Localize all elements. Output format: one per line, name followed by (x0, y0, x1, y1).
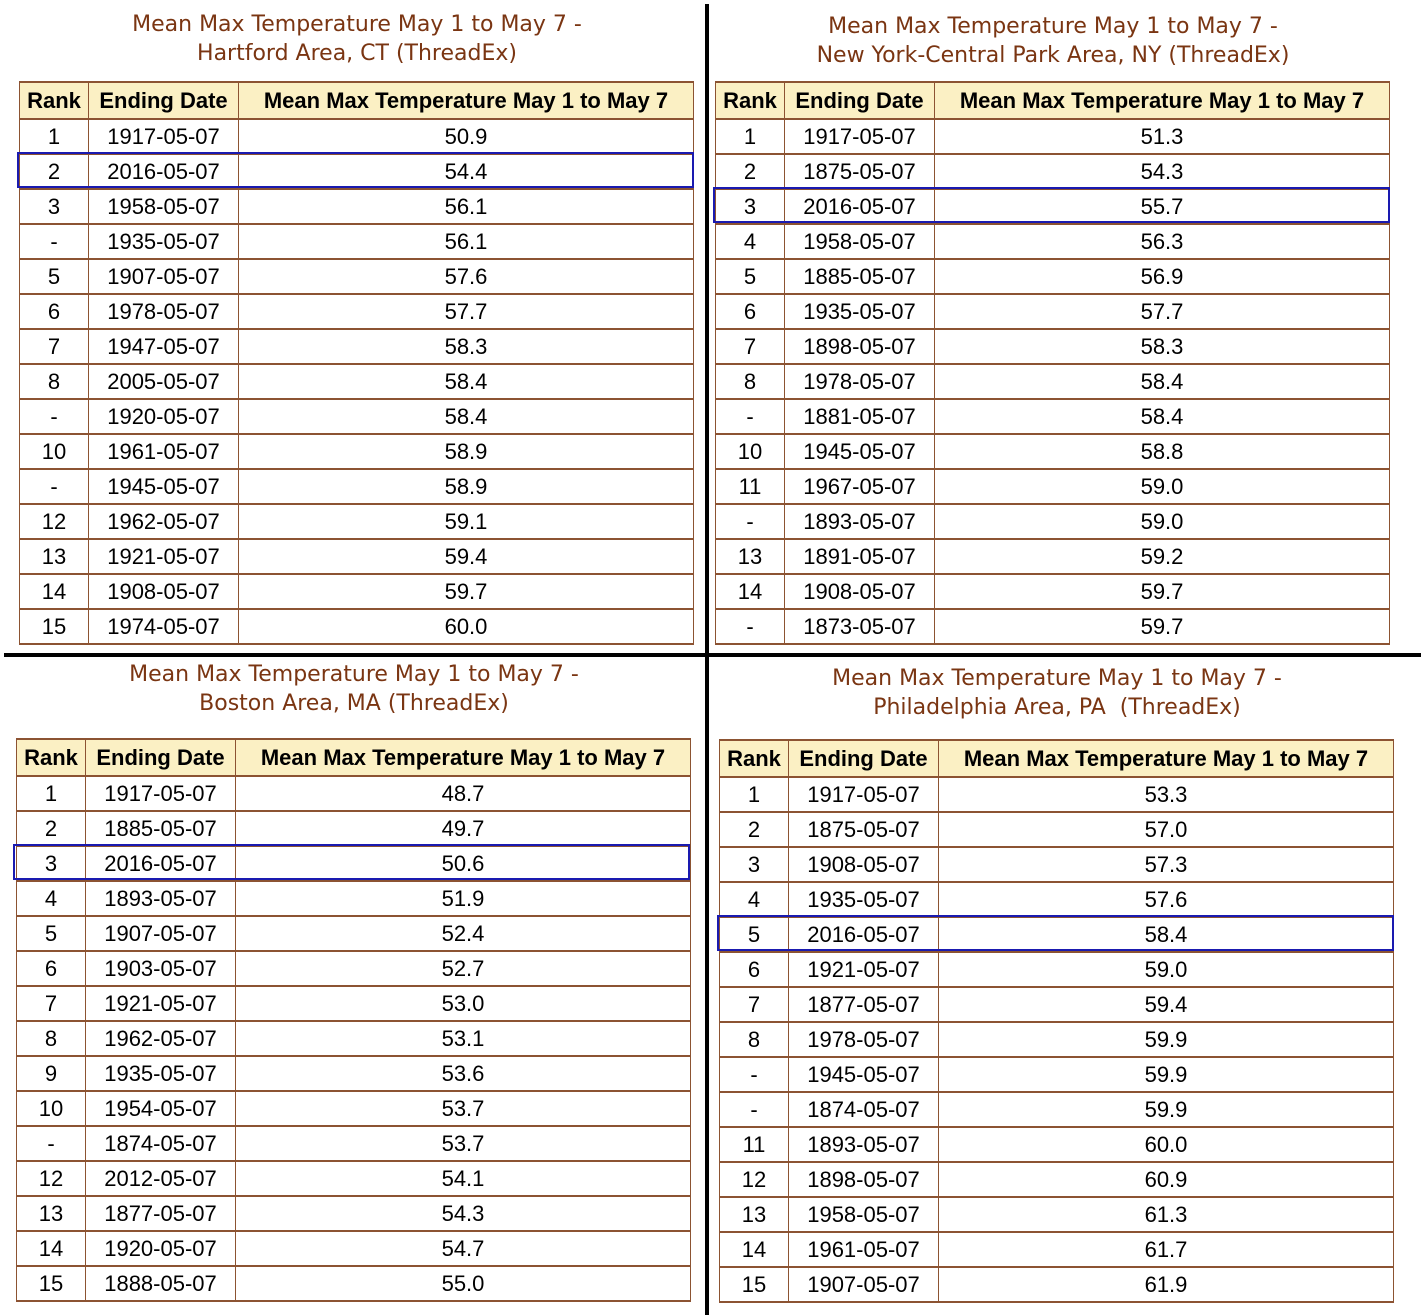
temperature-cell: 59.7 (935, 574, 1390, 609)
rank-cell: 13 (720, 1197, 789, 1232)
temperature-cell: 59.0 (935, 504, 1390, 539)
table-row (716, 329, 1390, 364)
table-row (716, 399, 1390, 434)
rank-cell: 7 (716, 329, 785, 364)
boston-title-line1: Mean Max Temperature May 1 to May 7 - (129, 662, 579, 687)
temperature-cell: 54.7 (236, 1231, 691, 1266)
temperature-cell: 58.9 (239, 469, 694, 504)
date-cell: 1974-05-07 (89, 609, 239, 644)
rank-cell: - (17, 1126, 86, 1161)
table-row (716, 539, 1390, 574)
temperature-cell: 53.3 (939, 777, 1394, 812)
table-row (720, 1127, 1394, 1162)
rank-cell: 6 (716, 294, 785, 329)
temperature-cell: 58.4 (935, 399, 1390, 434)
temperature-cell: 58.4 (239, 399, 694, 434)
date-cell: 1947-05-07 (89, 329, 239, 364)
table-row (20, 294, 694, 329)
temperature-cell: 58.4 (239, 364, 694, 399)
hartford-title-line2: Hartford Area, CT (ThreadEx) (197, 41, 517, 66)
date-cell: 2012-05-07 (86, 1161, 236, 1196)
date-cell: 1907-05-07 (86, 916, 236, 951)
table-row (17, 1196, 691, 1231)
boston-table-title (16, 660, 692, 718)
rank-cell: 4 (716, 224, 785, 259)
table-row (20, 154, 694, 189)
date-cell: 1891-05-07 (785, 539, 935, 574)
philadelphia-title-line1: Mean Max Temperature May 1 to May 7 - (832, 666, 1282, 691)
rank-cell: 1 (720, 777, 789, 812)
temperature-cell: 60.0 (939, 1127, 1394, 1162)
rank-cell: 2 (720, 812, 789, 847)
date-cell: 1908-05-07 (789, 847, 939, 882)
philadelphia-title-line2: Philadelphia Area, PA (ThreadEx) (873, 695, 1241, 720)
hartford-table-title (19, 10, 695, 68)
temperature-cell: 58.9 (239, 434, 694, 469)
temperature-cell: 59.4 (239, 539, 694, 574)
horizontal-divider (4, 653, 1421, 657)
rank-cell: 14 (716, 574, 785, 609)
date-cell: 1958-05-07 (789, 1197, 939, 1232)
rank-cell: - (20, 224, 89, 259)
date-cell: 1875-05-07 (785, 154, 935, 189)
temperature-cell: 55.7 (935, 189, 1390, 224)
temperature-cell: 58.3 (239, 329, 694, 364)
rank-cell: 5 (716, 259, 785, 294)
date-cell: 1893-05-07 (789, 1127, 939, 1162)
boston-title-line2: Boston Area, MA (ThreadEx) (199, 691, 509, 716)
temperature-cell: 59.0 (935, 469, 1390, 504)
temperature-cell: 53.1 (236, 1021, 691, 1056)
temperature-cell: 59.7 (239, 574, 694, 609)
temperature-cell: 58.4 (935, 364, 1390, 399)
rank-cell: 1 (716, 119, 785, 154)
rank-cell: 15 (17, 1266, 86, 1301)
temperature-cell: 60.9 (939, 1162, 1394, 1197)
table-row (716, 364, 1390, 399)
rank-cell: 6 (17, 951, 86, 986)
rank-cell: - (720, 1057, 789, 1092)
rank-cell: 11 (716, 469, 785, 504)
column-header-ending-date: Ending Date (789, 740, 939, 777)
date-cell: 1898-05-07 (785, 329, 935, 364)
rank-cell: 5 (17, 916, 86, 951)
table-row (20, 189, 694, 224)
date-cell: 1945-05-07 (785, 434, 935, 469)
table-row (17, 846, 691, 881)
table-row (20, 364, 694, 399)
temperature-cell: 48.7 (236, 776, 691, 811)
hartford-title-line1: Mean Max Temperature May 1 to May 7 - (132, 12, 582, 37)
date-cell: 1978-05-07 (89, 294, 239, 329)
rank-cell: 8 (20, 364, 89, 399)
temperature-cell: 61.9 (939, 1267, 1394, 1302)
temperature-cell: 58.8 (935, 434, 1390, 469)
rank-cell: 14 (17, 1231, 86, 1266)
table-row (17, 986, 691, 1021)
rank-cell: 1 (17, 776, 86, 811)
rank-cell: 10 (716, 434, 785, 469)
date-cell: 1958-05-07 (89, 189, 239, 224)
rank-cell: 14 (20, 574, 89, 609)
temperature-cell: 59.7 (935, 609, 1390, 644)
rank-cell: 9 (17, 1056, 86, 1091)
temperature-cell: 53.6 (236, 1056, 691, 1091)
temperature-cell: 56.1 (239, 224, 694, 259)
rank-cell: 12 (720, 1162, 789, 1197)
table-header-row (17, 739, 691, 776)
table-row (720, 1232, 1394, 1267)
rank-cell: 1 (20, 119, 89, 154)
temperature-cell: 54.3 (236, 1196, 691, 1231)
date-cell: 2016-05-07 (785, 189, 935, 224)
table-row (17, 1056, 691, 1091)
table-row (17, 1231, 691, 1266)
rank-cell: 10 (20, 434, 89, 469)
table-row (17, 811, 691, 846)
temperature-cell: 61.3 (939, 1197, 1394, 1232)
temperature-cell: 57.6 (239, 259, 694, 294)
rank-cell: 12 (17, 1161, 86, 1196)
column-header-rank: Rank (20, 82, 89, 119)
vertical-divider (705, 4, 709, 1315)
rank-cell: 13 (17, 1196, 86, 1231)
date-cell: 1917-05-07 (89, 119, 239, 154)
column-header-rank: Rank (17, 739, 86, 776)
temperature-cell: 59.1 (239, 504, 694, 539)
column-header-ending-date: Ending Date (89, 82, 239, 119)
date-cell: 1920-05-07 (89, 399, 239, 434)
temperature-cell: 60.0 (239, 609, 694, 644)
temperature-cell: 57.0 (939, 812, 1394, 847)
rank-cell: - (716, 504, 785, 539)
rank-cell: - (716, 609, 785, 644)
table-row (20, 329, 694, 364)
date-cell: 1921-05-07 (86, 986, 236, 1021)
table-row (720, 812, 1394, 847)
rank-cell: - (20, 469, 89, 504)
table-row (20, 259, 694, 294)
table-row (20, 399, 694, 434)
date-cell: 1917-05-07 (789, 777, 939, 812)
column-header-ending-date: Ending Date (86, 739, 236, 776)
table-row (17, 1126, 691, 1161)
temperature-cell: 55.0 (236, 1266, 691, 1301)
table-row (720, 917, 1394, 952)
rank-cell: 8 (720, 1022, 789, 1057)
table-row (720, 952, 1394, 987)
table-row (17, 1021, 691, 1056)
table-row (716, 504, 1390, 539)
date-cell: 1885-05-07 (785, 259, 935, 294)
table-row (20, 574, 694, 609)
date-cell: 1903-05-07 (86, 951, 236, 986)
table-row (716, 294, 1390, 329)
date-cell: 2016-05-07 (89, 154, 239, 189)
table-row (720, 1022, 1394, 1057)
temperature-cell: 59.9 (939, 1057, 1394, 1092)
rank-cell: 5 (20, 259, 89, 294)
temperature-cell: 57.3 (939, 847, 1394, 882)
date-cell: 1920-05-07 (86, 1231, 236, 1266)
table-row (20, 504, 694, 539)
date-cell: 1881-05-07 (785, 399, 935, 434)
rank-cell: 2 (716, 154, 785, 189)
date-cell: 1967-05-07 (785, 469, 935, 504)
temperature-cell: 56.3 (935, 224, 1390, 259)
table-row (20, 119, 694, 154)
rank-cell: 6 (20, 294, 89, 329)
table-row (17, 1091, 691, 1126)
date-cell: 1961-05-07 (89, 434, 239, 469)
rank-cell: 7 (720, 987, 789, 1022)
rank-cell: 3 (17, 846, 86, 881)
table-row (17, 776, 691, 811)
boston-ranking-table (16, 738, 691, 1302)
rank-cell: 12 (20, 504, 89, 539)
temperature-cell: 56.1 (239, 189, 694, 224)
new-york-table-title (715, 12, 1391, 70)
table-row (17, 881, 691, 916)
date-cell: 1958-05-07 (785, 224, 935, 259)
temperature-cell: 50.6 (236, 846, 691, 881)
date-cell: 1945-05-07 (789, 1057, 939, 1092)
temperature-cell: 59.9 (939, 1092, 1394, 1127)
table-row (17, 916, 691, 951)
rank-cell: - (716, 399, 785, 434)
date-cell: 1874-05-07 (789, 1092, 939, 1127)
column-header-mean-max-temp: Mean Max Temperature May 1 to May 7 (239, 82, 694, 119)
temperature-cell: 53.0 (236, 986, 691, 1021)
table-row (720, 882, 1394, 917)
date-cell: 2005-05-07 (89, 364, 239, 399)
date-cell: 1908-05-07 (89, 574, 239, 609)
date-cell: 1935-05-07 (89, 224, 239, 259)
table-row (720, 847, 1394, 882)
table-header-row (20, 82, 694, 119)
temperature-cell: 61.7 (939, 1232, 1394, 1267)
temperature-cell: 51.3 (935, 119, 1390, 154)
date-cell: 1962-05-07 (89, 504, 239, 539)
date-cell: 1921-05-07 (89, 539, 239, 574)
date-cell: 2016-05-07 (789, 917, 939, 952)
column-header-mean-max-temp: Mean Max Temperature May 1 to May 7 (939, 740, 1394, 777)
rank-cell: 7 (20, 329, 89, 364)
temperature-cell: 53.7 (236, 1091, 691, 1126)
rank-cell: 14 (720, 1232, 789, 1267)
rank-cell: 3 (720, 847, 789, 882)
date-cell: 1978-05-07 (785, 364, 935, 399)
date-cell: 1907-05-07 (789, 1267, 939, 1302)
table-row (716, 224, 1390, 259)
column-header-mean-max-temp: Mean Max Temperature May 1 to May 7 (236, 739, 691, 776)
table-row (17, 1266, 691, 1301)
date-cell: 1888-05-07 (86, 1266, 236, 1301)
rank-cell: 7 (17, 986, 86, 1021)
table-row (20, 469, 694, 504)
date-cell: 1893-05-07 (86, 881, 236, 916)
temperature-cell: 49.7 (236, 811, 691, 846)
temperature-cell: 59.2 (935, 539, 1390, 574)
temperature-cell: 54.3 (935, 154, 1390, 189)
table-row (716, 574, 1390, 609)
table-row (716, 434, 1390, 469)
column-header-rank: Rank (716, 82, 785, 119)
column-header-rank: Rank (720, 740, 789, 777)
date-cell: 1917-05-07 (86, 776, 236, 811)
temperature-cell: 58.4 (939, 917, 1394, 952)
rank-cell: 8 (716, 364, 785, 399)
temperature-cell: 51.9 (236, 881, 691, 916)
temperature-cell: 52.4 (236, 916, 691, 951)
column-header-ending-date: Ending Date (785, 82, 935, 119)
new-york-title-line2: New York-Central Park Area, NY (ThreadEx) (816, 43, 1290, 68)
rank-cell: 6 (720, 952, 789, 987)
date-cell: 1954-05-07 (86, 1091, 236, 1126)
date-cell: 1885-05-07 (86, 811, 236, 846)
date-cell: 1877-05-07 (86, 1196, 236, 1231)
temperature-cell: 53.7 (236, 1126, 691, 1161)
date-cell: 1908-05-07 (785, 574, 935, 609)
date-cell: 1962-05-07 (86, 1021, 236, 1056)
rank-cell: - (20, 399, 89, 434)
rank-cell: 3 (716, 189, 785, 224)
rank-cell: 4 (720, 882, 789, 917)
temperature-cell: 54.4 (239, 154, 694, 189)
date-cell: 1935-05-07 (86, 1056, 236, 1091)
philadelphia-table-title (719, 664, 1395, 722)
rank-cell: 13 (716, 539, 785, 574)
date-cell: 1935-05-07 (789, 882, 939, 917)
table-row (716, 119, 1390, 154)
rank-cell: 3 (20, 189, 89, 224)
column-header-mean-max-temp: Mean Max Temperature May 1 to May 7 (935, 82, 1390, 119)
date-cell: 1893-05-07 (785, 504, 935, 539)
rank-cell: 5 (720, 917, 789, 952)
philadelphia-ranking-table (719, 739, 1394, 1303)
table-row (716, 189, 1390, 224)
temperature-cell: 57.7 (935, 294, 1390, 329)
table-row (20, 224, 694, 259)
date-cell: 2016-05-07 (86, 846, 236, 881)
table-header-row (720, 740, 1394, 777)
hartford-ranking-table (19, 81, 694, 645)
date-cell: 1945-05-07 (89, 469, 239, 504)
table-row (720, 1057, 1394, 1092)
table-header-row (716, 82, 1390, 119)
temperature-cell: 57.6 (939, 882, 1394, 917)
temperature-cell: 57.7 (239, 294, 694, 329)
rank-cell: 2 (20, 154, 89, 189)
date-cell: 1873-05-07 (785, 609, 935, 644)
table-row (720, 1267, 1394, 1302)
temperature-cell: 59.9 (939, 1022, 1394, 1057)
rank-cell: 2 (17, 811, 86, 846)
rank-cell: 15 (720, 1267, 789, 1302)
table-row (17, 951, 691, 986)
table-row (17, 1161, 691, 1196)
date-cell: 1935-05-07 (785, 294, 935, 329)
rank-cell: - (720, 1092, 789, 1127)
rank-cell: 4 (17, 881, 86, 916)
date-cell: 1961-05-07 (789, 1232, 939, 1267)
date-cell: 1875-05-07 (789, 812, 939, 847)
date-cell: 1917-05-07 (785, 119, 935, 154)
table-row (20, 609, 694, 644)
table-row (720, 1092, 1394, 1127)
rank-cell: 15 (20, 609, 89, 644)
date-cell: 1921-05-07 (789, 952, 939, 987)
rank-cell: 10 (17, 1091, 86, 1126)
table-row (720, 987, 1394, 1022)
table-row (716, 259, 1390, 294)
rank-cell: 11 (720, 1127, 789, 1162)
table-row (720, 1162, 1394, 1197)
table-row (716, 469, 1390, 504)
date-cell: 1877-05-07 (789, 987, 939, 1022)
rank-cell: 8 (17, 1021, 86, 1056)
table-row (20, 434, 694, 469)
temperature-cell: 54.1 (236, 1161, 691, 1196)
date-cell: 1978-05-07 (789, 1022, 939, 1057)
temperature-cell: 59.4 (939, 987, 1394, 1022)
new-york-ranking-table (715, 81, 1390, 645)
date-cell: 1907-05-07 (89, 259, 239, 294)
temperature-cell: 58.3 (935, 329, 1390, 364)
temperature-cell: 56.9 (935, 259, 1390, 294)
temperature-cell: 50.9 (239, 119, 694, 154)
table-row (720, 777, 1394, 812)
temperature-cell: 59.0 (939, 952, 1394, 987)
date-cell: 1874-05-07 (86, 1126, 236, 1161)
date-cell: 1898-05-07 (789, 1162, 939, 1197)
rank-cell: 13 (20, 539, 89, 574)
table-row (716, 609, 1390, 644)
new-york-title-line1: Mean Max Temperature May 1 to May 7 - (828, 14, 1278, 39)
table-row (20, 539, 694, 574)
temperature-cell: 52.7 (236, 951, 691, 986)
table-row (716, 154, 1390, 189)
table-row (720, 1197, 1394, 1232)
